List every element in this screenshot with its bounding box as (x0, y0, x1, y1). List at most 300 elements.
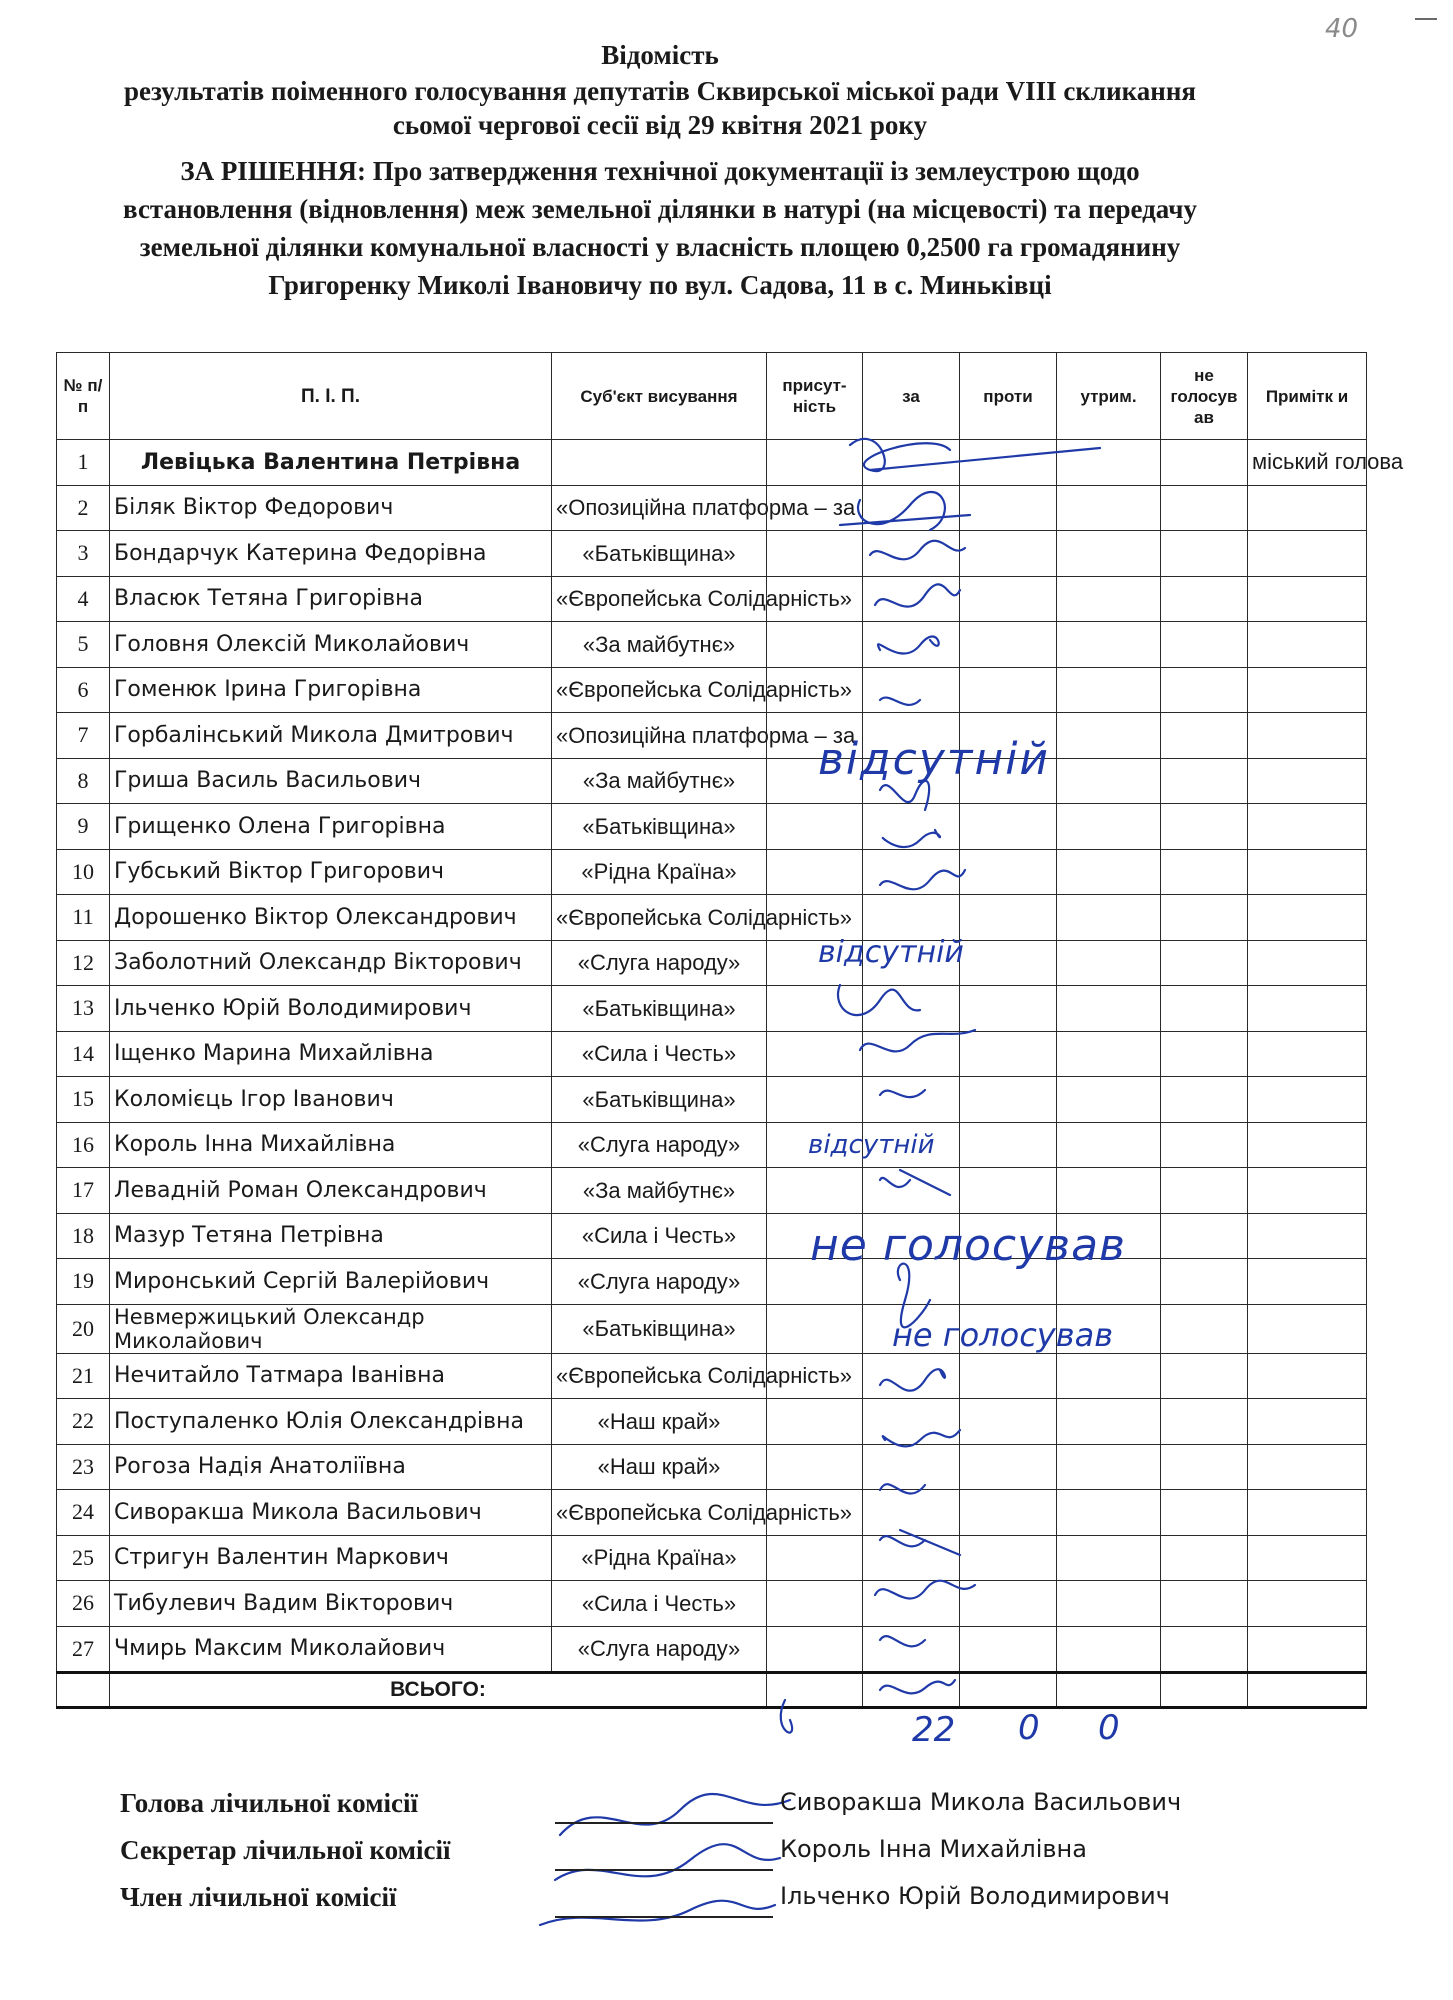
party-cell: «Європейська Солідарність» (552, 667, 767, 713)
row-number: 2 (57, 485, 110, 531)
not-voted-cell (1161, 1399, 1248, 1445)
note-cell (1248, 1031, 1367, 1077)
decision-line-1: ЗА РІШЕННЯ: Про затвердження технічної документації із землеустрою щодо (180, 156, 1140, 186)
deputy-name: Стригун Валентин Маркович (110, 1535, 552, 1581)
footer-row (120, 1788, 1300, 1835)
table-row (57, 1259, 1367, 1305)
not-voted-cell (1161, 1581, 1248, 1627)
not-voted-cell (1161, 758, 1248, 804)
table-row (57, 804, 1367, 850)
note-cell (1248, 986, 1367, 1032)
party-cell: «Сила і Честь» (552, 1581, 767, 1627)
table-row (57, 986, 1367, 1032)
deputy-name: Заболотний Олександр Вікторович (110, 940, 552, 986)
not-voted-cell (1161, 895, 1248, 941)
against-cell (960, 1535, 1057, 1581)
total-row (57, 1673, 1367, 1708)
abstain-cell (1057, 1122, 1161, 1168)
against-cell (960, 986, 1057, 1032)
deputy-name: Поступаленко Юлія Олександрівна (110, 1399, 552, 1445)
for-cell (863, 622, 960, 668)
not-voted-cell (1161, 1031, 1248, 1077)
party-cell: «Наш край» (552, 1399, 767, 1445)
row-number: 6 (57, 667, 110, 713)
row-number: 13 (57, 986, 110, 1032)
for-cell (863, 1490, 960, 1536)
deputy-name: Миронський Сергій Валерійович (110, 1259, 552, 1305)
decision-line-3: земельної ділянки комунальної власності у власність площею 0,2500 га громадянину (139, 232, 1181, 262)
deputy-name: Сиворакша Микола Васильович (110, 1490, 552, 1536)
abstain-cell (1057, 804, 1161, 850)
not-voted-cell (1161, 622, 1248, 668)
against-cell (960, 1399, 1057, 1445)
not-voted-cell (1161, 1490, 1248, 1536)
against-cell (960, 440, 1057, 486)
total-abstain-cell (1057, 1673, 1161, 1708)
row-number: 27 (57, 1626, 110, 1673)
party-cell: «Слуга народу» (552, 1259, 767, 1305)
deputy-name: Губський Віктор Григорович (110, 849, 552, 895)
deputy-name: Чмирь Максим Миколайович (110, 1626, 552, 1673)
abstain-cell (1057, 1353, 1161, 1399)
present-cell (767, 1122, 863, 1168)
note-cell (1248, 1399, 1367, 1445)
row-number: 16 (57, 1122, 110, 1168)
deputy-name: Дорошенко Віктор Олександрович (110, 895, 552, 941)
for-cell (863, 576, 960, 622)
header-line-1: результатів поіменного голосування депутатів Сквирської міської ради VIII скликання (123, 76, 1197, 106)
header-for: за (863, 353, 960, 440)
present-cell (767, 622, 863, 668)
table-row (57, 485, 1367, 531)
party-cell: «Рідна Країна» (552, 849, 767, 895)
party-cell: «Європейська Солідарність» (552, 1490, 767, 1536)
total-present-cell (767, 1673, 863, 1708)
note-cell (1248, 1259, 1367, 1305)
present-cell (767, 1626, 863, 1673)
party-cell: «Європейська Солідарність» (552, 1353, 767, 1399)
table-row (57, 758, 1367, 804)
header-present: присут-ність (767, 353, 863, 440)
deputy-name: Гоменюк Ірина Григорівна (110, 667, 552, 713)
party-cell: «Сила і Честь» (552, 1031, 767, 1077)
not-voted-cell (1161, 940, 1248, 986)
deputy-name: Король Інна Михайлівна (110, 1122, 552, 1168)
not-voted-cell (1161, 1259, 1248, 1305)
not-voted-cell (1161, 1122, 1248, 1168)
commission-signatures (120, 1788, 1300, 1929)
not-voted-cell (1161, 1168, 1248, 1214)
against-cell (960, 622, 1057, 668)
deputy-name: Рогоза Надія Анатоліївна (110, 1444, 552, 1490)
for-cell (863, 895, 960, 941)
note-cell (1248, 1581, 1367, 1627)
footer-row (120, 1882, 1300, 1929)
party-cell: «Слуга народу» (552, 1122, 767, 1168)
member-name: Сиворакша Микола Васильович (780, 1788, 1182, 1816)
table-row (57, 440, 1367, 486)
voting-table (56, 352, 1404, 1709)
present-cell (767, 1031, 863, 1077)
for-cell (863, 758, 960, 804)
row-number: 22 (57, 1399, 110, 1445)
note-cell (1248, 1168, 1367, 1214)
deputy-name: Левадній Роман Олександрович (110, 1168, 552, 1214)
table-row (57, 622, 1367, 668)
abstain-cell (1057, 986, 1161, 1032)
present-cell (767, 1259, 863, 1305)
total-for-cell (863, 1673, 960, 1708)
against-cell (960, 1304, 1057, 1353)
abstain-cell (1057, 440, 1161, 486)
for-cell (863, 1122, 960, 1168)
signature-line (555, 1916, 773, 1918)
for-cell (863, 1213, 960, 1259)
party-cell: «Слуга народу» (552, 1626, 767, 1673)
total-num-cell (57, 1673, 110, 1708)
against-cell (960, 485, 1057, 531)
member-name: Ільченко Юрій Володимирович (780, 1882, 1170, 1910)
for-cell (863, 1581, 960, 1627)
deputy-name: Левіцька Валентина Петрівна (110, 440, 552, 486)
party-cell: «Батьківщина» (552, 1077, 767, 1123)
for-cell (863, 1353, 960, 1399)
table-row (57, 940, 1367, 986)
present-cell (767, 1168, 863, 1214)
table-row (57, 1581, 1367, 1627)
deputy-name: Коломієць Ігор Іванович (110, 1077, 552, 1123)
note-cell (1248, 1213, 1367, 1259)
note-cell (1248, 849, 1367, 895)
party-cell: «Опозиційна платформа – за (552, 713, 767, 759)
deputy-name: Іщенко Марина Михайлівна (110, 1031, 552, 1077)
note-cell (1248, 1535, 1367, 1581)
for-cell (863, 1444, 960, 1490)
for-cell (863, 1077, 960, 1123)
deputy-name: Бондарчук Катерина Федорівна (110, 531, 552, 577)
total-against-cell (960, 1673, 1057, 1708)
abstain-cell (1057, 1168, 1161, 1214)
deputy-name: Нечитайло Татмара Іванівна (110, 1353, 552, 1399)
table-row (57, 1077, 1367, 1123)
abstain-cell (1057, 485, 1161, 531)
party-cell: «Батьківщина» (552, 531, 767, 577)
against-cell (960, 940, 1057, 986)
row-number: 19 (57, 1259, 110, 1305)
deputy-name: Гриша Василь Васильович (110, 758, 552, 804)
header-party: Суб'єкт висування (552, 353, 767, 440)
note-cell (1248, 1122, 1367, 1168)
row-number: 10 (57, 849, 110, 895)
abstain-cell (1057, 1444, 1161, 1490)
total-for-handwritten: 22 (912, 1710, 956, 1750)
total-note-cell (1248, 1673, 1367, 1708)
note-cell (1248, 895, 1367, 941)
for-cell (863, 849, 960, 895)
total-label: ВСЬОГО: (110, 1673, 767, 1708)
total-abstain-handwritten: 0 (1098, 1708, 1120, 1748)
role-label: Секретар лічильної комісії (120, 1835, 451, 1865)
note-cell: міський голова (1248, 440, 1367, 486)
party-cell: «За майбутнє» (552, 1168, 767, 1214)
for-cell (863, 804, 960, 850)
against-cell (960, 576, 1057, 622)
not-voted-cell (1161, 1213, 1248, 1259)
abstain-cell (1057, 895, 1161, 941)
for-cell (863, 986, 960, 1032)
against-cell (960, 1490, 1057, 1536)
page-number-mark: 40 (1325, 14, 1359, 44)
deputy-name: Тибулевич Вадим Вікторович (110, 1581, 552, 1627)
signature-line (555, 1822, 773, 1824)
row-number: 9 (57, 804, 110, 850)
not-voted-cell (1161, 485, 1248, 531)
against-cell (960, 804, 1057, 850)
present-cell (767, 804, 863, 850)
present-cell (767, 758, 863, 804)
note-cell (1248, 940, 1367, 986)
note-cell (1248, 576, 1367, 622)
note-cell (1248, 622, 1367, 668)
abstain-cell (1057, 713, 1161, 759)
for-cell (863, 485, 960, 531)
table-row (57, 1444, 1367, 1490)
note-cell (1248, 758, 1367, 804)
present-cell (767, 440, 863, 486)
signature-line (555, 1869, 773, 1871)
party-cell (552, 440, 767, 486)
present-cell (767, 1304, 863, 1353)
not-voted-cell (1161, 986, 1248, 1032)
deputy-name: Невмержицький Олександр Миколайович (110, 1304, 552, 1353)
for-cell (863, 440, 960, 486)
abstain-cell (1057, 1535, 1161, 1581)
party-cell: «Європейська Солідарність» (552, 895, 767, 941)
table-row (57, 849, 1367, 895)
member-name: Король Інна Михайлівна (780, 1835, 1087, 1863)
abstain-cell (1057, 1077, 1161, 1123)
role-label: Член лічильної комісії (120, 1882, 397, 1912)
document-title: Відомість (601, 40, 719, 70)
party-cell: «Європейська Солідарність» (552, 576, 767, 622)
deputy-name: Грищенко Олена Григорівна (110, 804, 552, 850)
abstain-cell (1057, 622, 1161, 668)
abstain-cell (1057, 1581, 1161, 1627)
table-row (57, 1304, 1367, 1353)
abstain-cell (1057, 1626, 1161, 1673)
party-cell: «За майбутнє» (552, 758, 767, 804)
abstain-cell (1057, 576, 1161, 622)
row-number: 15 (57, 1077, 110, 1123)
not-voted-cell (1161, 1077, 1248, 1123)
against-cell (960, 1213, 1057, 1259)
not-voted-cell (1161, 440, 1248, 486)
table-row (57, 895, 1367, 941)
abstain-cell (1057, 1304, 1161, 1353)
deputy-name: Ільченко Юрій Володимирович (110, 986, 552, 1032)
party-cell: «Наш край» (552, 1444, 767, 1490)
for-cell (863, 531, 960, 577)
not-voted-cell (1161, 667, 1248, 713)
for-cell (863, 1168, 960, 1214)
for-cell (863, 1259, 960, 1305)
table-row (57, 1399, 1367, 1445)
against-cell (960, 1353, 1057, 1399)
row-number: 21 (57, 1353, 110, 1399)
deputy-name: Біляк Віктор Федорович (110, 485, 552, 531)
row-number: 12 (57, 940, 110, 986)
not-voted-cell (1161, 849, 1248, 895)
present-cell (767, 1213, 863, 1259)
absent-note-row11: відсутній (818, 935, 964, 970)
party-cell: «Слуга народу» (552, 940, 767, 986)
table-row (57, 576, 1367, 622)
against-cell (960, 1581, 1057, 1627)
present-cell (767, 531, 863, 577)
note-cell (1248, 531, 1367, 577)
party-cell: «Сила і Честь» (552, 1213, 767, 1259)
row-number: 3 (57, 531, 110, 577)
present-cell (767, 1581, 863, 1627)
against-cell (960, 1259, 1057, 1305)
not-voted-cell (1161, 804, 1248, 850)
abstain-cell (1057, 940, 1161, 986)
note-cell (1248, 1304, 1367, 1353)
row-number: 8 (57, 758, 110, 804)
for-cell (863, 1626, 960, 1673)
row-number: 1 (57, 440, 110, 486)
against-cell (960, 1077, 1057, 1123)
abstain-cell (1057, 758, 1161, 804)
decision-line-4: Григоренку Миколі Івановичу по вул. Садова, 11 в с. Миньківці (268, 270, 1052, 300)
table-row (57, 1535, 1367, 1581)
not-voted-cell (1161, 1353, 1248, 1399)
party-cell: «Батьківщина» (552, 804, 767, 850)
abstain-cell (1057, 849, 1161, 895)
present-cell (767, 1444, 863, 1490)
role-label: Голова лічильної комісії (120, 1788, 418, 1818)
not-voted-cell (1161, 531, 1248, 577)
header-against: проти (960, 353, 1057, 440)
row-number: 11 (57, 895, 110, 941)
not-voted-cell (1161, 1535, 1248, 1581)
header-abstain: утрим. (1057, 353, 1161, 440)
abstain-cell (1057, 1399, 1161, 1445)
against-cell (960, 895, 1057, 941)
against-cell (960, 1626, 1057, 1673)
note-cell (1248, 1626, 1367, 1673)
against-cell (960, 667, 1057, 713)
for-cell (863, 1399, 960, 1445)
table-row (57, 713, 1367, 759)
note-cell (1248, 713, 1367, 759)
party-cell: «Опозиційна платформа – за (552, 485, 767, 531)
against-cell (960, 758, 1057, 804)
deputy-name: Головня Олексій Миколайович (110, 622, 552, 668)
row-number: 24 (57, 1490, 110, 1536)
corner-mark (1415, 18, 1437, 20)
party-cell: «Рідна Країна» (552, 1535, 767, 1581)
row-number: 5 (57, 622, 110, 668)
table-row (57, 1168, 1367, 1214)
table-row (57, 1213, 1367, 1259)
against-cell (960, 531, 1057, 577)
party-cell: «За майбутнє» (552, 622, 767, 668)
abstain-cell (1057, 1490, 1161, 1536)
table-row (57, 531, 1367, 577)
row-number: 18 (57, 1213, 110, 1259)
against-cell (960, 1031, 1057, 1077)
table-row (57, 1353, 1367, 1399)
deputy-name: Мазур Тетяна Петрівна (110, 1213, 552, 1259)
abstain-cell (1057, 1031, 1161, 1077)
abstain-cell (1057, 531, 1161, 577)
against-cell (960, 1122, 1057, 1168)
for-cell (863, 940, 960, 986)
total-not-voted-cell (1161, 1673, 1248, 1708)
table-row (57, 1626, 1367, 1673)
present-cell (767, 1077, 863, 1123)
table-row (57, 667, 1367, 713)
not-voted-cell (1161, 576, 1248, 622)
footer-row (120, 1835, 1300, 1882)
abstain-cell (1057, 1213, 1161, 1259)
header-not-voted: не голосув ав (1161, 353, 1248, 440)
not-voted-cell (1161, 1304, 1248, 1353)
note-cell (1248, 667, 1367, 713)
table-row (57, 1490, 1367, 1536)
header-name: П. І. П. (110, 353, 552, 440)
note-cell (1248, 1490, 1367, 1536)
note-cell (1248, 1353, 1367, 1399)
absent-note-row15: відсутній (808, 1130, 935, 1160)
not-voted-note-row17: не голосував (810, 1220, 1126, 1271)
row-number: 4 (57, 576, 110, 622)
against-cell (960, 849, 1057, 895)
party-cell: «Батьківщина» (552, 1304, 767, 1353)
note-cell (1248, 1444, 1367, 1490)
header-num: № п/п (57, 353, 110, 440)
for-cell (863, 667, 960, 713)
absent-note-row7: відсутній (818, 734, 1051, 785)
note-cell (1248, 1077, 1367, 1123)
party-cell: «Батьківщина» (552, 986, 767, 1032)
row-number: 14 (57, 1031, 110, 1077)
header-line-2: сьомої чергової сесії від 29 квітня 2021 року (392, 110, 928, 140)
deputy-name: Горбалінський Микола Дмитрович (110, 713, 552, 759)
for-cell (863, 713, 960, 759)
row-number: 23 (57, 1444, 110, 1490)
table-row (57, 1031, 1367, 1077)
document-header (60, 38, 1260, 304)
against-cell (960, 713, 1057, 759)
row-number: 7 (57, 713, 110, 759)
decision-text (60, 152, 1260, 304)
present-cell (767, 1535, 863, 1581)
present-cell (767, 986, 863, 1032)
total-against-handwritten: 0 (1018, 1708, 1040, 1748)
not-voted-cell (1161, 1444, 1248, 1490)
present-cell (767, 849, 863, 895)
note-cell (1248, 804, 1367, 850)
abstain-cell (1057, 1259, 1161, 1305)
row-number: 17 (57, 1168, 110, 1214)
present-cell (767, 1399, 863, 1445)
present-cell (767, 940, 863, 986)
note-cell (1248, 485, 1367, 531)
against-cell (960, 1444, 1057, 1490)
not-voted-note-row19: не голосував (892, 1316, 1114, 1354)
